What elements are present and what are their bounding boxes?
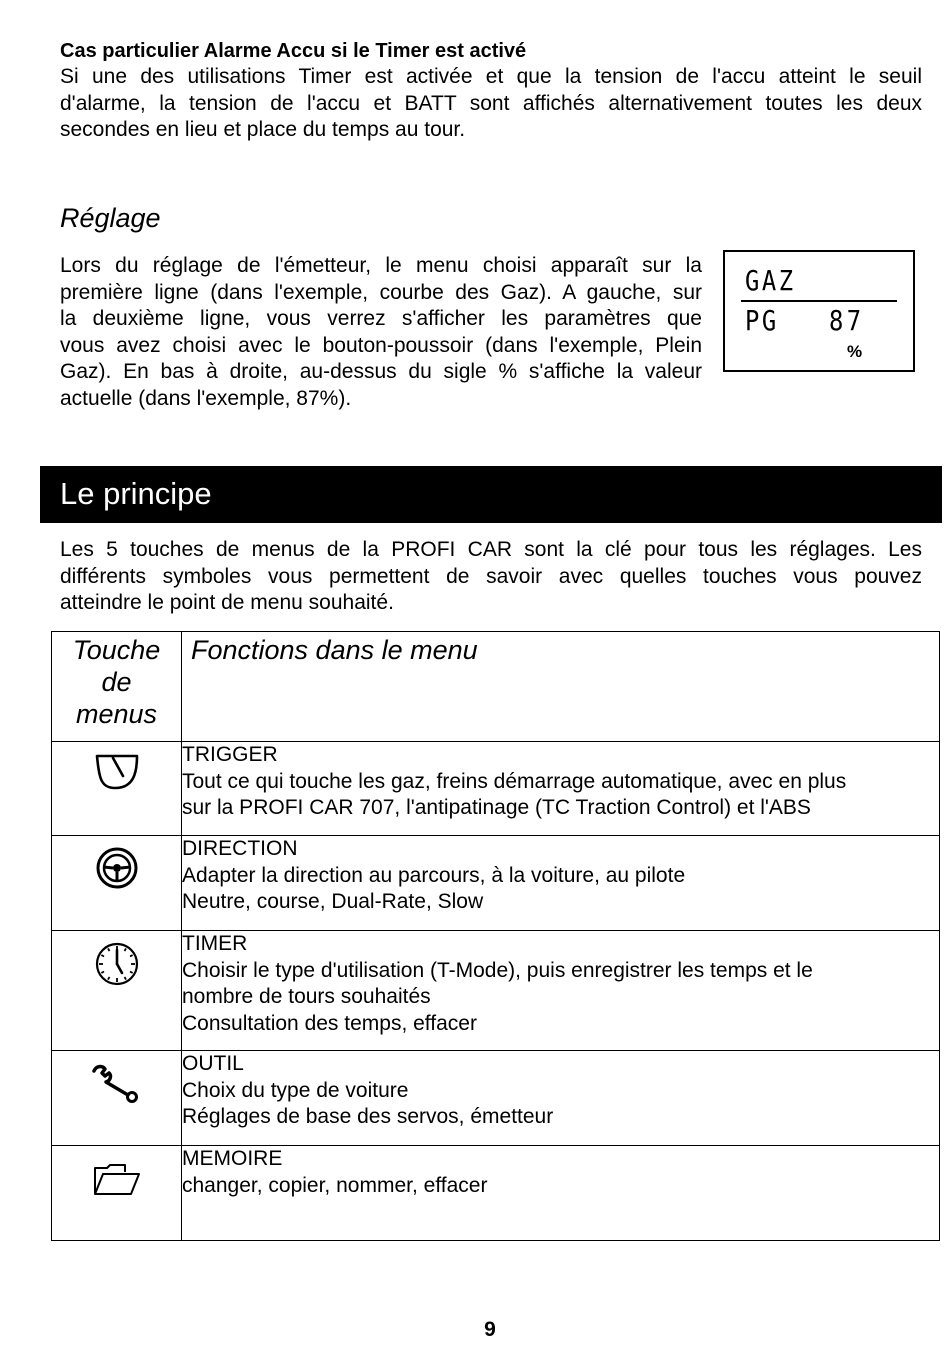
function-line: sur la PROFI CAR 707, l'antipatinage (TC Traction Control) et l'ABS: [182, 796, 811, 819]
header-func-cell: [182, 632, 940, 742]
reglage-line: Gaz). En bas à droite, au-dessus du sigle % s'affiche la valeur: [60, 360, 702, 383]
lcd-value-text: 87: [829, 304, 865, 337]
menu-table: [51, 631, 940, 1241]
function-line: Choix du type de voiture: [182, 1078, 409, 1102]
alarm-paragraph: [60, 64, 922, 144]
clock-icon: [94, 941, 140, 987]
function-cell: [182, 836, 940, 931]
principe-line: atteindre le point de menu souhaité.: [60, 591, 394, 614]
reglage-line: première ligne (dans l'exemple, courbe des Gaz). A gauche, sur: [60, 280, 702, 304]
lcd-display: [723, 250, 915, 372]
function-line: Choisir le type d'utilisation (T-Mode), puis enregistrer les temps et le: [182, 958, 813, 982]
table-row: [52, 836, 940, 931]
header-key-line: de: [101, 667, 132, 697]
reglage-line: la deuxième ligne, vous verrez s'afficher les paramètres que: [60, 307, 702, 330]
reglage-line: vous avez choisi avec le bouton-poussoir (dans l'exemple, Plein: [60, 333, 702, 357]
table-row: [52, 1051, 940, 1146]
header-key-line: Touche: [72, 635, 161, 665]
lcd-unit: %: [847, 342, 863, 361]
reglage-title: Réglage: [60, 203, 161, 233]
reglage-paragraph: [60, 253, 702, 412]
alarm-title: Cas particulier Alarme Accu si le Timer est activé: [60, 40, 527, 62]
table-row: [52, 931, 940, 1051]
folder-icon: [91, 1162, 143, 1198]
icon-cell: [52, 1051, 182, 1146]
function-cell: [182, 1051, 940, 1146]
alarm-line: Si une des utilisations Timer est activée et que la tension de l'accu atteint le seuil: [60, 65, 922, 88]
principe-line: Les 5 touches de menus de la PROFI CAR sont la clé pour tous les réglages. Les: [60, 538, 922, 561]
header-key-cell: [52, 632, 182, 742]
function-cell: [182, 1146, 940, 1241]
icon-cell: [52, 931, 182, 1051]
reglage-line: Lors du réglage de l'émetteur, le menu choisi apparaît sur la: [60, 254, 702, 277]
section-banner: [40, 466, 942, 523]
function-title: TRIGGER: [182, 743, 278, 766]
function-line: Adapter la direction au parcours, à la voiture, au pilote: [182, 863, 686, 887]
alarm-section: [60, 38, 922, 144]
table-row: [52, 1146, 940, 1241]
function-cell: [182, 931, 940, 1051]
trigger-icon: [93, 752, 141, 794]
page-number: 9: [484, 1318, 496, 1341]
table-header-row: [52, 632, 940, 742]
function-line: changer, copier, nommer, effacer: [182, 1173, 488, 1197]
header-func-text: Fonctions dans le menu: [191, 635, 478, 665]
icon-cell: [52, 742, 182, 836]
wrench-icon: [90, 1063, 144, 1103]
function-title: TIMER: [182, 932, 248, 955]
table-row: [52, 742, 940, 836]
icon-cell: [52, 1146, 182, 1241]
header-key-line: menus: [75, 699, 158, 729]
alarm-line: secondes en lieu et place du temps au tour.: [60, 118, 466, 141]
reglage-line: actuelle (dans l'exemple, 87%).: [60, 386, 352, 410]
function-line: Tout ce qui touche les gaz, freins démarrage automatique, avec en plus: [182, 769, 847, 793]
function-title: MEMOIRE: [182, 1147, 283, 1170]
principe-paragraph: [60, 537, 922, 617]
function-title: OUTIL: [182, 1052, 244, 1075]
function-title: DIRECTION: [182, 837, 298, 860]
lcd-param-text: PG: [745, 304, 779, 337]
lcd-menu-text: GAZ: [745, 264, 796, 297]
alarm-line: d'alarme, la tension de l'accu et BATT sont affichés alternativement toutes les deux: [60, 91, 922, 115]
principe-line: différents symboles vous permettent de savoir avec quelles touches vous pouvez: [60, 564, 922, 588]
function-line: Neutre, course, Dual-Rate, Slow: [182, 890, 484, 913]
function-cell: [182, 742, 940, 836]
function-line: nombre de tours souhaités: [182, 985, 431, 1008]
function-line: Réglages de base des servos, émetteur: [182, 1105, 554, 1128]
lcd-divider: [741, 300, 897, 302]
section-heading: Le principe: [60, 476, 212, 511]
icon-cell: [52, 836, 182, 931]
function-line: Consultation des temps, effacer: [182, 1011, 477, 1035]
steering-wheel-icon: [95, 846, 139, 890]
